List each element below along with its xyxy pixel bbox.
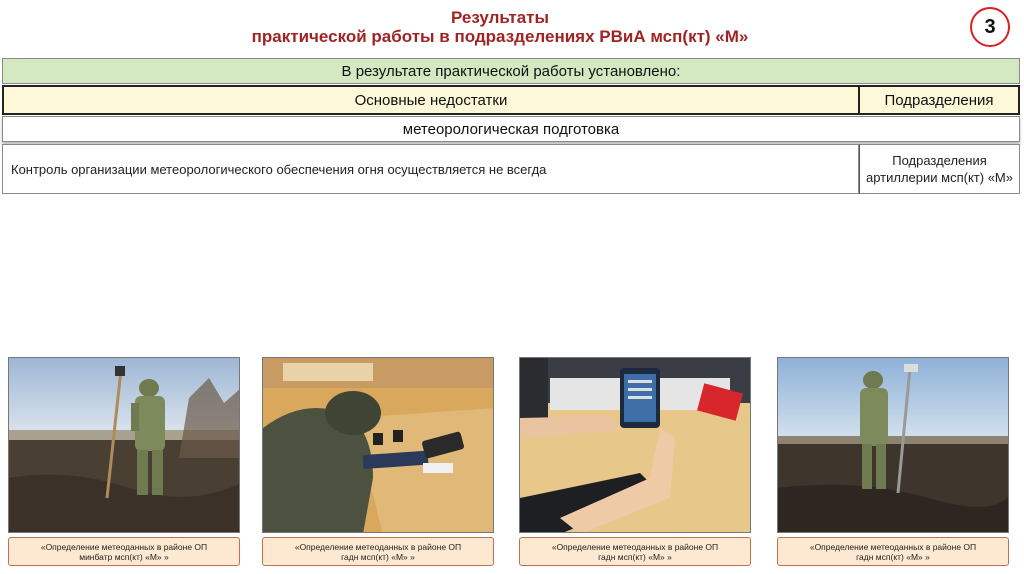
shortcoming-cell: Контроль организации метеорологического обеспечения огня осуществляется не всегда — [2, 144, 859, 194]
photo-caption — [262, 537, 494, 566]
photo-caption — [8, 537, 240, 566]
photo-2-image — [263, 358, 494, 533]
table-header-row — [2, 85, 1020, 115]
caption-line-1: «Определение метеоданных в районе ОП — [40, 541, 208, 552]
title-line-2: практической работы в подразделениях РВиА мсп(кт) «М» — [251, 27, 749, 46]
units-line-1: Подразделения — [892, 153, 987, 168]
table-banner: В результате практической работы установлено: — [2, 58, 1020, 84]
photo-gadn-desk — [262, 357, 494, 533]
photo-minbatr-field — [8, 357, 240, 533]
photo-caption — [519, 537, 751, 566]
header-shortcomings: Основные недостатки — [2, 85, 860, 115]
caption-line-2: гадн мсп(кт) «М» » — [856, 551, 930, 562]
caption-line-2: гадн мсп(кт) «М» » — [341, 551, 415, 562]
slide-title — [150, 8, 850, 46]
findings-table — [2, 58, 1020, 195]
page-number-badge: 3 — [970, 7, 1010, 47]
photo-3-image — [520, 358, 751, 533]
caption-line-1: «Определение метеоданных в районе ОП — [551, 541, 719, 552]
header-units: Подразделения — [860, 85, 1020, 115]
photo-1-image — [9, 358, 240, 533]
caption-line-1: «Определение метеоданных в районе ОП — [294, 541, 462, 552]
caption-line-2: гадн мсп(кт) «М» » — [598, 551, 672, 562]
section-row: метеорологическая подготовка — [2, 116, 1020, 142]
table-row — [2, 144, 1020, 194]
photo-4-image — [778, 358, 1009, 533]
units-line-2: артиллерии мсп(кт) «М» — [866, 170, 1013, 185]
photo-gadn-field — [777, 357, 1009, 533]
units-cell — [859, 144, 1020, 194]
photo-gadn-phone — [519, 357, 751, 533]
title-line-1: Результаты — [450, 8, 549, 27]
photo-caption — [777, 537, 1009, 566]
caption-line-2: минбатр мсп(кт) «М» » — [79, 551, 169, 562]
caption-line-1: «Определение метеоданных в районе ОП — [809, 541, 977, 552]
